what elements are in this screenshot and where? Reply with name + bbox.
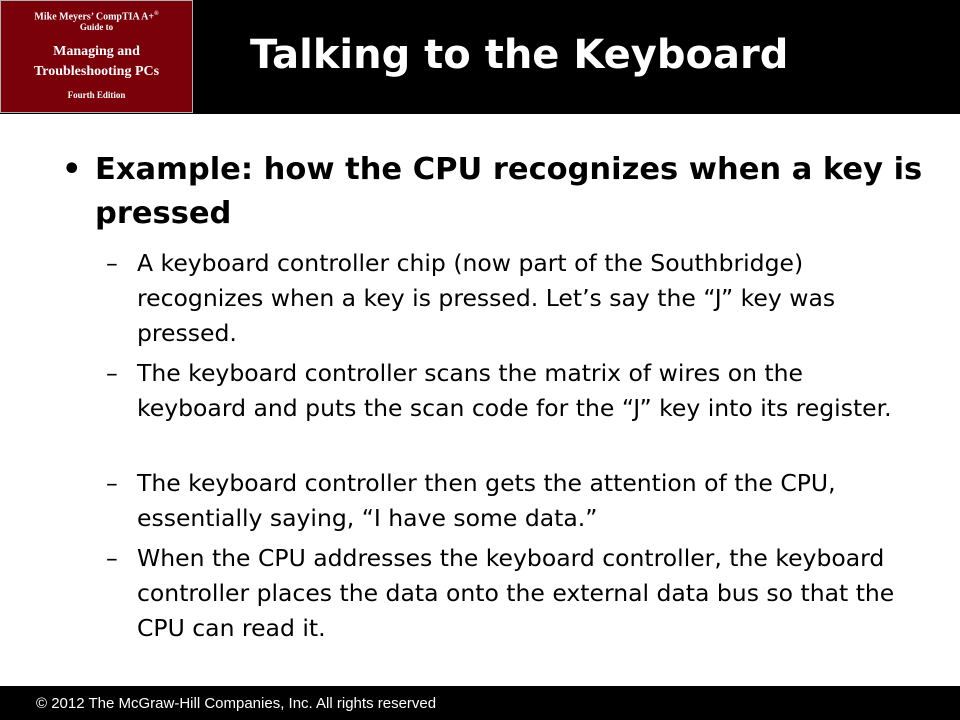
dash-marker: –	[106, 544, 118, 572]
copyright-notice: © 2012 The McGraw-Hill Companies, Inc. All rights reserved	[36, 695, 437, 712]
registered-mark: ®	[154, 11, 159, 17]
slide-title: Talking to the Keyboard	[250, 32, 789, 78]
book-title-badge	[0, 0, 193, 113]
dash-marker: –	[106, 469, 118, 497]
bullet-text: Example: how the CPU recognizes when a key is pressed	[95, 152, 923, 231]
badge-title-line1: Managing and	[53, 44, 140, 59]
dash-marker: –	[106, 249, 118, 277]
sub-bullet-text: The keyboard controller then gets the attention of the CPU, essentially saying, “I have some data.”	[137, 469, 836, 532]
badge-title-line2: Troubleshooting PCs	[33, 64, 160, 79]
sub-bullet-text: A keyboard controller chip (now part of the Southbridge) recognizes when a key is pressed. Let’s say the “J” key was pressed.	[137, 249, 836, 347]
slide-footer	[0, 686, 960, 720]
slide-header	[0, 0, 960, 114]
badge-guide-to: Guide to	[79, 22, 114, 32]
badge-author-line	[1, 9, 192, 22]
sub-bullet-text: The keyboard controller scans the matrix of wires on the keyboard and puts the scan code for the “J” key into its register.	[137, 359, 892, 422]
bullet-marker: •	[62, 152, 82, 187]
dash-marker: –	[106, 359, 118, 387]
badge-author-text: Mike Meyers’ CompTIA A+	[34, 11, 155, 23]
badge-edition: Fourth Edition	[67, 90, 126, 100]
sub-bullet-text: When the CPU addresses the keyboard controller, the keyboard controller places the data onto the external data bus so that the CPU can read it.	[137, 544, 895, 642]
